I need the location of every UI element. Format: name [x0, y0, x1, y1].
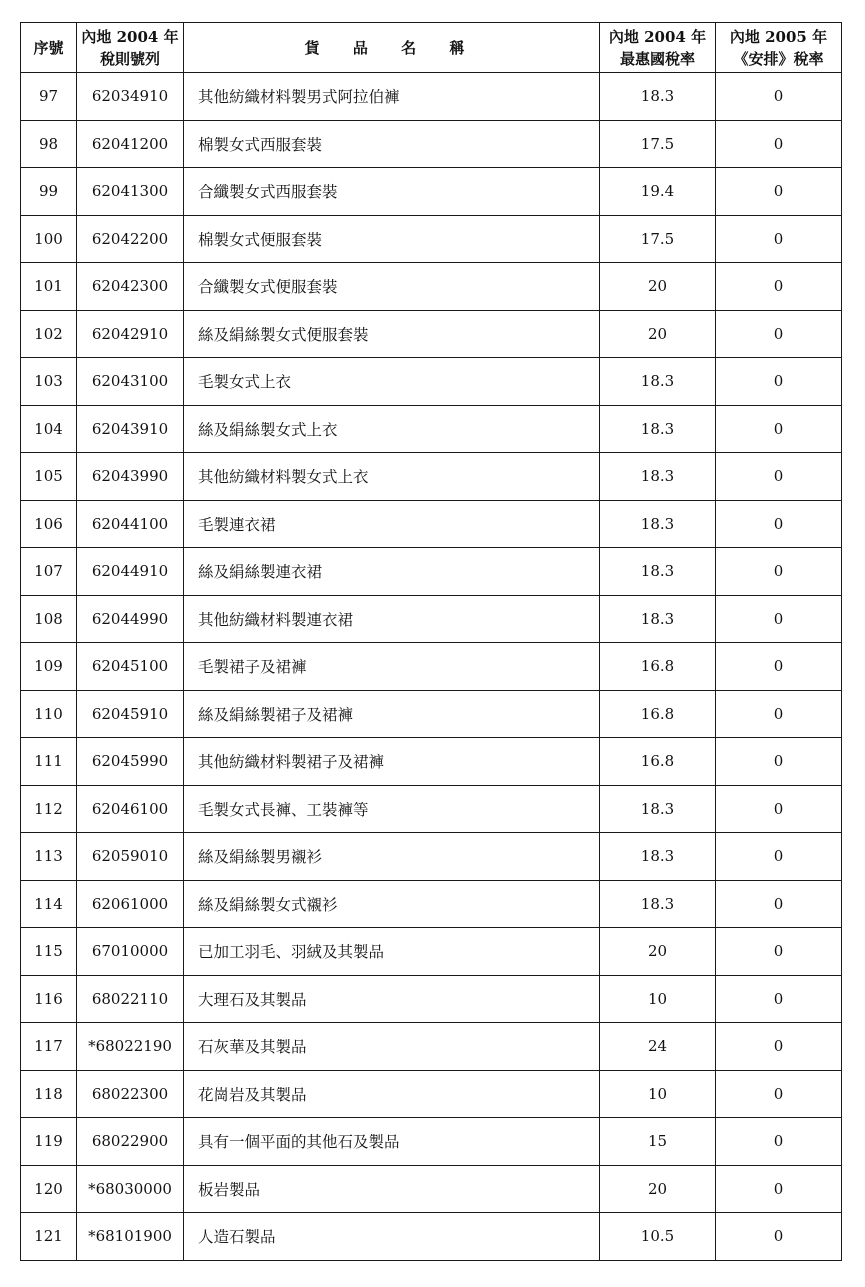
table-header-row — [21, 23, 842, 73]
cell-goods-name — [184, 595, 600, 643]
cell-tariff-code: 62044910 — [77, 548, 184, 596]
cell-cepa-rate: 0 — [716, 358, 842, 406]
table-row — [21, 1213, 842, 1261]
cell-tariff-code: 62034910 — [77, 73, 184, 121]
cell-goods-name — [184, 1118, 600, 1166]
cell-goods-name — [184, 738, 600, 786]
cell-cepa-rate: 0 — [716, 500, 842, 548]
goods-name-text: 大理石及其製品 — [198, 990, 307, 1009]
goods-name-text: 絲及絹絲製女式便服套裝 — [198, 325, 369, 344]
cell-tariff-code: 62045990 — [77, 738, 184, 786]
cell-cepa-rate: 0 — [716, 1213, 842, 1261]
cell-mfn-rate: 18.3 — [600, 405, 716, 453]
cell-goods-name — [184, 120, 600, 168]
header-mfn-rate-line1: 內地 2004 年 — [608, 27, 707, 46]
cell-cepa-rate: 0 — [716, 595, 842, 643]
header-cepa-rate-line1: 內地 2005 年 — [729, 27, 828, 46]
cell-goods-name — [184, 215, 600, 263]
cell-mfn-rate: 18.3 — [600, 358, 716, 406]
table-row — [21, 833, 842, 881]
cell-cepa-rate: 0 — [716, 215, 842, 263]
table-row — [21, 453, 842, 501]
goods-name-text: 板岩製品 — [198, 1180, 261, 1199]
table-row — [21, 738, 842, 786]
cell-cepa-rate: 0 — [716, 880, 842, 928]
cell-tariff-code: 62042200 — [77, 215, 184, 263]
cell-serial-no: 105 — [21, 453, 77, 501]
cell-serial-no: 99 — [21, 168, 77, 216]
cell-serial-no: 97 — [21, 73, 77, 121]
cell-serial-no: 121 — [21, 1213, 77, 1261]
header-tariff-code-line1: 內地 2004 年 — [81, 27, 179, 46]
cell-tariff-code: 62044100 — [77, 500, 184, 548]
cell-goods-name — [184, 880, 600, 928]
cell-cepa-rate: 0 — [716, 263, 842, 311]
cell-mfn-rate: 20 — [600, 928, 716, 976]
cell-cepa-rate: 0 — [716, 738, 842, 786]
cell-serial-no: 102 — [21, 310, 77, 358]
cell-tariff-code: 62042910 — [77, 310, 184, 358]
cell-mfn-rate: 20 — [600, 310, 716, 358]
cell-mfn-rate: 10 — [600, 1070, 716, 1118]
table-row — [21, 358, 842, 406]
cell-serial-no: 106 — [21, 500, 77, 548]
cell-mfn-rate: 20 — [600, 263, 716, 311]
cell-tariff-code: 62046100 — [77, 785, 184, 833]
cell-serial-no: 119 — [21, 1118, 77, 1166]
goods-name-text: 具有一個平面的其他石及製品 — [198, 1133, 400, 1152]
table-row — [21, 785, 842, 833]
goods-name-text: 合纖製女式西服套裝 — [198, 183, 338, 202]
cell-serial-no: 120 — [21, 1165, 77, 1213]
cell-tariff-code: 62042300 — [77, 263, 184, 311]
cell-serial-no: 109 — [21, 643, 77, 691]
cell-mfn-rate: 18.3 — [600, 785, 716, 833]
cell-mfn-rate: 15 — [600, 1118, 716, 1166]
table-row — [21, 168, 842, 216]
goods-name-text: 棉製女式便服套裝 — [198, 230, 323, 249]
table-row — [21, 1070, 842, 1118]
goods-name-text: 毛製女式長褲、工裝褲等 — [198, 800, 369, 819]
cell-tariff-code: 62043990 — [77, 453, 184, 501]
table-row — [21, 215, 842, 263]
cell-serial-no: 116 — [21, 975, 77, 1023]
cell-serial-no: 111 — [21, 738, 77, 786]
cell-serial-no: 100 — [21, 215, 77, 263]
goods-name-text: 其他紡織材料製女式上衣 — [198, 468, 369, 487]
cell-cepa-rate: 0 — [716, 1118, 842, 1166]
table-row — [21, 928, 842, 976]
goods-name-text: 其他紡織材料製男式阿拉伯褲 — [198, 88, 400, 107]
cell-goods-name — [184, 453, 600, 501]
cell-cepa-rate: 0 — [716, 785, 842, 833]
table-row — [21, 548, 842, 596]
cell-tariff-code: 62059010 — [77, 833, 184, 881]
cell-mfn-rate: 18.3 — [600, 73, 716, 121]
cell-goods-name — [184, 168, 600, 216]
table-row — [21, 1165, 842, 1213]
goods-name-text: 毛製女式上衣 — [198, 373, 292, 392]
cell-tariff-code: 62041200 — [77, 120, 184, 168]
cell-tariff-code: 68022300 — [77, 1070, 184, 1118]
cell-serial-no: 101 — [21, 263, 77, 311]
table-body — [21, 73, 842, 1261]
cell-cepa-rate: 0 — [716, 73, 842, 121]
header-tariff-code-line2: 稅則號列 — [99, 49, 160, 68]
table-row — [21, 975, 842, 1023]
cell-tariff-code: 62044990 — [77, 595, 184, 643]
header-goods-name: 貨 品 名 稱 — [184, 23, 600, 73]
header-cepa-rate-line2: 《安排》稅率 — [733, 49, 824, 68]
goods-name-text: 合纖製女式便服套裝 — [198, 278, 338, 297]
header-serial-no: 序號 — [21, 23, 77, 73]
cell-mfn-rate: 18.3 — [600, 880, 716, 928]
cell-mfn-rate: 16.8 — [600, 643, 716, 691]
cell-serial-no: 108 — [21, 595, 77, 643]
cell-tariff-code: 68022110 — [77, 975, 184, 1023]
cell-serial-no: 104 — [21, 405, 77, 453]
tariff-table — [20, 22, 842, 1261]
table-row — [21, 120, 842, 168]
cell-goods-name — [184, 975, 600, 1023]
cell-goods-name — [184, 1070, 600, 1118]
cell-mfn-rate: 17.5 — [600, 120, 716, 168]
cell-goods-name — [184, 358, 600, 406]
cell-mfn-rate: 18.3 — [600, 548, 716, 596]
cell-tariff-code: 62041300 — [77, 168, 184, 216]
cell-goods-name — [184, 1213, 600, 1261]
cell-goods-name — [184, 690, 600, 738]
cell-goods-name — [184, 263, 600, 311]
table-row — [21, 595, 842, 643]
cell-goods-name — [184, 833, 600, 881]
header-cepa-rate — [716, 23, 842, 73]
goods-name-text: 已加工羽毛、羽絨及其製品 — [198, 943, 385, 962]
cell-cepa-rate: 0 — [716, 643, 842, 691]
cell-tariff-code: 67010000 — [77, 928, 184, 976]
cell-cepa-rate: 0 — [716, 1023, 842, 1071]
cell-tariff-code: *68101900 — [77, 1213, 184, 1261]
cell-tariff-code: 62045100 — [77, 643, 184, 691]
goods-name-text: 絲及絹絲製裙子及裙褲 — [198, 705, 354, 724]
cell-mfn-rate: 18.3 — [600, 453, 716, 501]
cell-cepa-rate: 0 — [716, 928, 842, 976]
cell-cepa-rate: 0 — [716, 1165, 842, 1213]
cell-cepa-rate: 0 — [716, 405, 842, 453]
cell-serial-no: 107 — [21, 548, 77, 596]
cell-serial-no: 117 — [21, 1023, 77, 1071]
cell-cepa-rate: 0 — [716, 690, 842, 738]
cell-serial-no: 103 — [21, 358, 77, 406]
table-row — [21, 310, 842, 358]
goods-name-text: 人造石製品 — [198, 1228, 276, 1247]
cell-tariff-code: 62045910 — [77, 690, 184, 738]
cell-mfn-rate: 10.5 — [600, 1213, 716, 1261]
header-mfn-rate — [600, 23, 716, 73]
cell-serial-no: 114 — [21, 880, 77, 928]
cell-goods-name — [184, 548, 600, 596]
cell-tariff-code: 62043910 — [77, 405, 184, 453]
goods-name-text: 絲及絹絲製男襯衫 — [198, 848, 323, 867]
cell-goods-name — [184, 1165, 600, 1213]
cell-tariff-code: 68022900 — [77, 1118, 184, 1166]
goods-name-text: 石灰華及其製品 — [198, 1038, 307, 1057]
cell-tariff-code: *68030000 — [77, 1165, 184, 1213]
cell-cepa-rate: 0 — [716, 168, 842, 216]
cell-mfn-rate: 24 — [600, 1023, 716, 1071]
cell-goods-name — [184, 405, 600, 453]
cell-tariff-code: 62061000 — [77, 880, 184, 928]
cell-cepa-rate: 0 — [716, 120, 842, 168]
cell-tariff-code: 62043100 — [77, 358, 184, 406]
cell-mfn-rate: 17.5 — [600, 215, 716, 263]
cell-cepa-rate: 0 — [716, 453, 842, 501]
cell-serial-no: 98 — [21, 120, 77, 168]
goods-name-text: 絲及絹絲製女式襯衫 — [198, 895, 338, 914]
cell-mfn-rate: 18.3 — [600, 595, 716, 643]
table-row — [21, 1118, 842, 1166]
goods-name-text: 其他紡織材料製裙子及裙褲 — [198, 753, 385, 772]
header-mfn-rate-line2: 最惠國稅率 — [619, 49, 695, 68]
cell-mfn-rate: 19.4 — [600, 168, 716, 216]
cell-goods-name — [184, 1023, 600, 1071]
cell-goods-name — [184, 785, 600, 833]
table-row — [21, 500, 842, 548]
cell-mfn-rate: 16.8 — [600, 738, 716, 786]
table-row — [21, 405, 842, 453]
table-row — [21, 643, 842, 691]
cell-serial-no: 110 — [21, 690, 77, 738]
cell-mfn-rate: 18.3 — [600, 500, 716, 548]
goods-name-text: 絲及絹絲製女式上衣 — [198, 420, 338, 439]
table-row — [21, 263, 842, 311]
cell-mfn-rate: 18.3 — [600, 833, 716, 881]
goods-name-text: 棉製女式西服套裝 — [198, 135, 323, 154]
table-row — [21, 880, 842, 928]
cell-cepa-rate: 0 — [716, 310, 842, 358]
goods-name-text: 花崗岩及其製品 — [198, 1085, 307, 1104]
cell-cepa-rate: 0 — [716, 833, 842, 881]
cell-goods-name — [184, 310, 600, 358]
goods-name-text: 其他紡織材料製連衣裙 — [198, 610, 354, 629]
tariff-document — [20, 22, 841, 1261]
cell-serial-no: 118 — [21, 1070, 77, 1118]
goods-name-text: 絲及絹絲製連衣裙 — [198, 563, 323, 582]
table-row — [21, 1023, 842, 1071]
cell-goods-name — [184, 928, 600, 976]
goods-name-text: 毛製裙子及裙褲 — [198, 658, 307, 677]
cell-serial-no: 115 — [21, 928, 77, 976]
cell-cepa-rate: 0 — [716, 1070, 842, 1118]
table-row — [21, 73, 842, 121]
header-tariff-code — [77, 23, 184, 73]
cell-cepa-rate: 0 — [716, 548, 842, 596]
table-row — [21, 690, 842, 738]
cell-goods-name — [184, 500, 600, 548]
cell-serial-no: 113 — [21, 833, 77, 881]
cell-cepa-rate: 0 — [716, 975, 842, 1023]
goods-name-text: 毛製連衣裙 — [198, 515, 276, 534]
cell-mfn-rate: 16.8 — [600, 690, 716, 738]
cell-mfn-rate: 10 — [600, 975, 716, 1023]
cell-goods-name — [184, 643, 600, 691]
cell-goods-name — [184, 73, 600, 121]
cell-mfn-rate: 20 — [600, 1165, 716, 1213]
cell-tariff-code: *68022190 — [77, 1023, 184, 1071]
cell-serial-no: 112 — [21, 785, 77, 833]
